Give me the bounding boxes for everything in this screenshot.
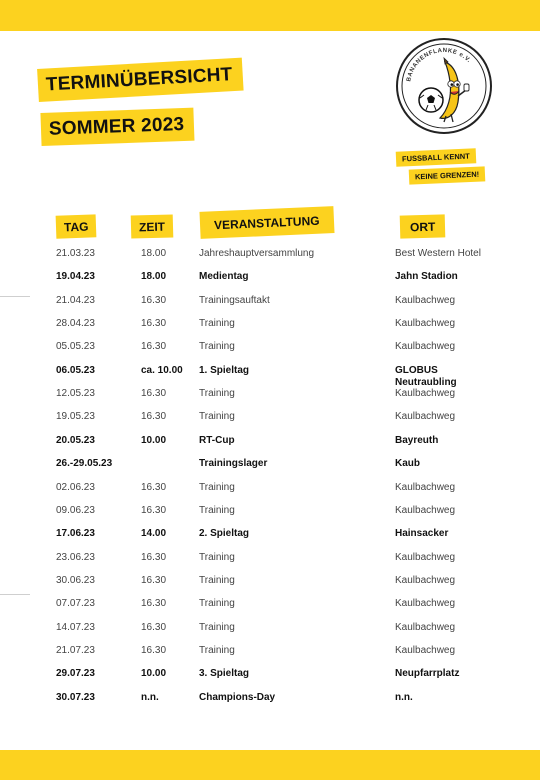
row-event: Training bbox=[199, 621, 235, 633]
row-time: 10.00 bbox=[141, 434, 167, 446]
row-time: 16.30 bbox=[141, 644, 167, 656]
row-time: ca. 10.00 bbox=[141, 364, 183, 376]
row-date: 29.07.23 bbox=[56, 668, 95, 680]
row-time: 16.30 bbox=[141, 504, 167, 516]
row-date: 30.07.23 bbox=[56, 691, 95, 703]
row-date: 21.03.23 bbox=[56, 248, 95, 259]
row-date: 14.07.23 bbox=[56, 621, 95, 633]
row-date: 19.04.23 bbox=[56, 271, 95, 283]
row-date: 19.05.23 bbox=[56, 411, 95, 423]
row-place-line1: GLOBUS bbox=[395, 364, 438, 376]
row-time: 16.30 bbox=[141, 551, 167, 563]
row-date: 30.06.23 bbox=[56, 574, 95, 586]
row-time: 14.00 bbox=[141, 528, 167, 540]
row-time: 16.30 bbox=[141, 621, 167, 633]
row-place-line2: Neutraubling bbox=[395, 376, 457, 388]
table-row bbox=[0, 295, 540, 315]
row-place: Kaulbachweg bbox=[395, 574, 456, 586]
table-row bbox=[0, 575, 540, 595]
row-time: 10.00 bbox=[141, 668, 167, 680]
row-time: 16.30 bbox=[141, 598, 167, 610]
row-place: Bayreuth bbox=[395, 434, 439, 446]
row-date: 21.04.23 bbox=[56, 294, 95, 306]
row-place: n.n. bbox=[395, 691, 413, 703]
row-date: 20.05.23 bbox=[56, 434, 95, 446]
slogan-line1: FUSSBALL KENNT bbox=[396, 148, 476, 166]
row-place: Best Western Hotel bbox=[395, 248, 481, 259]
svg-text:BANANENFLANKE e.V. bbox=[406, 48, 472, 82]
row-event: Training bbox=[199, 388, 235, 400]
row-place: Kaulbachweg bbox=[395, 621, 456, 633]
column-header-time: ZEIT bbox=[131, 214, 174, 238]
slogan-line2: KEINE GRENZEN! bbox=[409, 166, 486, 184]
row-place: Kaulbachweg bbox=[395, 644, 456, 656]
row-time: 16.30 bbox=[141, 341, 167, 353]
row-event: 3. Spieltag bbox=[199, 668, 250, 680]
row-date: 12.05.23 bbox=[56, 388, 95, 400]
row-event: Training bbox=[199, 644, 235, 656]
table-row bbox=[0, 341, 540, 361]
row-time: 16.30 bbox=[141, 318, 167, 330]
row-date: 28.04.23 bbox=[56, 318, 95, 330]
column-header-place: ORT bbox=[400, 214, 446, 238]
row-place: Kaulbachweg bbox=[395, 411, 456, 423]
table-row bbox=[0, 411, 540, 431]
club-logo bbox=[396, 38, 492, 134]
page-title-line1: TERMINÜBERSICHT bbox=[37, 58, 243, 102]
row-time: 16.30 bbox=[141, 294, 167, 306]
table-row bbox=[0, 668, 540, 688]
row-place: Kaulbachweg bbox=[395, 318, 456, 330]
table-row bbox=[0, 271, 540, 291]
row-event: Medientag bbox=[199, 271, 249, 283]
row-time: n.n. bbox=[141, 691, 159, 703]
row-time: 18.00 bbox=[141, 271, 167, 283]
table-row bbox=[0, 318, 540, 338]
row-event: Champions-Day bbox=[199, 691, 276, 703]
table-row bbox=[0, 692, 540, 712]
table-row bbox=[0, 482, 540, 502]
row-date: 06.05.23 bbox=[56, 364, 95, 376]
logo-ring-text: BANANENFLANKE e.V. bbox=[406, 47, 472, 83]
row-date: 05.05.23 bbox=[56, 341, 95, 353]
row-time: 16.30 bbox=[141, 388, 167, 400]
table-row bbox=[0, 388, 540, 408]
row-event: Trainingslager bbox=[199, 458, 268, 470]
row-date: 26.-29.05.23 bbox=[56, 458, 113, 470]
row-event: Training bbox=[199, 481, 235, 493]
row-date: 21.07.23 bbox=[56, 644, 95, 656]
row-place: Kaulbachweg bbox=[395, 294, 456, 306]
row-time: 16.30 bbox=[141, 574, 167, 586]
table-row bbox=[0, 552, 540, 572]
row-place: Neupfarrplatz bbox=[395, 668, 460, 680]
row-time: 16.30 bbox=[141, 411, 167, 423]
row-date: 23.06.23 bbox=[56, 551, 95, 563]
row-event: Jahreshauptversammlung bbox=[199, 248, 315, 259]
row-time: 16.30 bbox=[141, 481, 167, 493]
row-place: Jahn Stadion bbox=[395, 271, 458, 283]
row-event: Training bbox=[199, 551, 235, 563]
row-place: Hainsacker bbox=[395, 528, 449, 540]
row-event: Training bbox=[199, 341, 235, 353]
table-row bbox=[0, 645, 540, 665]
row-place: Kaulbachweg bbox=[395, 598, 456, 610]
row-place: Kaulbachweg bbox=[395, 551, 456, 563]
row-event: Trainingsauftakt bbox=[199, 294, 270, 306]
top-accent-bar bbox=[0, 0, 540, 31]
row-event: Training bbox=[199, 504, 235, 516]
table-row bbox=[0, 598, 540, 618]
row-date: 07.07.23 bbox=[56, 598, 95, 610]
row-event: Training bbox=[199, 598, 235, 610]
table-row bbox=[0, 528, 540, 548]
row-place: Kaub bbox=[395, 458, 420, 470]
bottom-accent-bar bbox=[0, 750, 540, 780]
row-place bbox=[395, 365, 457, 389]
row-event: Training bbox=[199, 574, 235, 586]
row-event: Training bbox=[199, 318, 235, 330]
row-place: Kaulbachweg bbox=[395, 341, 456, 353]
row-event: 1. Spieltag bbox=[199, 364, 250, 376]
row-event: RT-Cup bbox=[199, 434, 235, 446]
table-row bbox=[0, 248, 540, 268]
row-date: 02.06.23 bbox=[56, 481, 95, 493]
row-place: Kaulbachweg bbox=[395, 481, 456, 493]
row-place: Kaulbachweg bbox=[395, 388, 456, 400]
row-event: Training bbox=[199, 411, 235, 423]
table-row bbox=[0, 435, 540, 455]
table-row bbox=[0, 505, 540, 525]
row-date: 17.06.23 bbox=[56, 528, 95, 540]
table-row bbox=[0, 458, 540, 478]
column-header-date: TAG bbox=[56, 214, 97, 238]
table-row bbox=[0, 364, 540, 388]
row-event: 2. Spieltag bbox=[199, 528, 250, 540]
table-row bbox=[0, 622, 540, 642]
row-time: 18.00 bbox=[141, 248, 167, 259]
row-date: 09.06.23 bbox=[56, 504, 95, 516]
row-place: Kaulbachweg bbox=[395, 504, 456, 516]
page-title-line2: SOMMER 2023 bbox=[40, 108, 194, 146]
column-header-event: VERANSTALTUNG bbox=[199, 206, 334, 239]
